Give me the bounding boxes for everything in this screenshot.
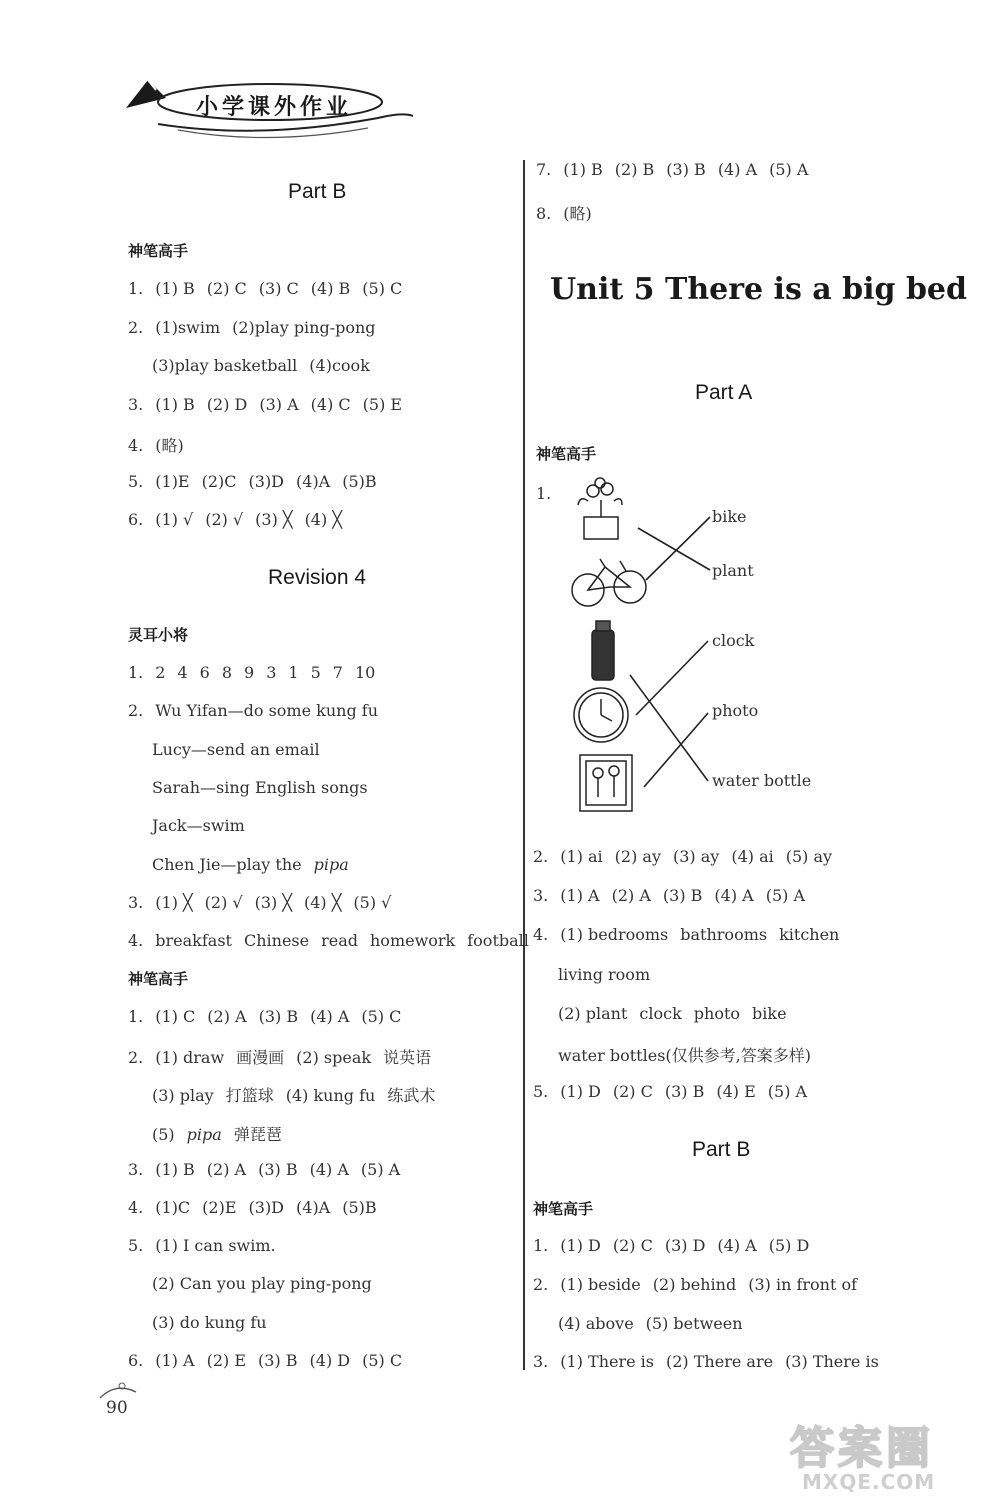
answer-token: (2) ay [614,847,661,866]
right-part-b-title: Part B [692,1138,751,1161]
answer-token: (2) √ [205,510,244,529]
answer-token: Chen Jie—play the [152,854,302,874]
answer-token: 6. [128,1350,144,1370]
answer-token: (2) plant [558,1003,628,1023]
answer-token: (4) ╳ [304,510,342,529]
answer-token: 说英语 [383,1048,432,1068]
answer-token: (5) between [645,1313,743,1333]
header-banner [118,68,418,148]
revision-writing-line [128,1045,431,1068]
answer-token: 5. [128,471,144,491]
right-top-line [536,160,808,179]
answer-token: (5)B [342,1198,377,1217]
answer-token: 8 [221,663,233,682]
right-part-b-line [558,1314,743,1333]
answer-token: (3)D [248,1198,285,1217]
answer-token: (5) A [769,160,809,179]
answer-token: (1) bedrooms [560,925,669,945]
photo-icon [580,755,632,811]
watermark-logo: 答案圈 [790,1423,934,1474]
answer-token: (2)C [201,471,237,491]
answer-token: 5. [128,1236,144,1256]
revision-writing-line [152,1313,267,1332]
answer-token: (4)cook [309,356,370,375]
answer-token: 8. [536,204,552,223]
answer-token: (4) above [558,1313,634,1333]
answer-token: 打篮球 [225,1086,274,1106]
answer-token: (4) A [309,1159,349,1179]
right-part-a-line [533,886,805,905]
answer-token: (3) B [662,886,703,906]
answer-token: (1) D [560,1082,601,1102]
answer-token: (2) C [206,279,247,298]
answer-token: (1) B [155,394,195,414]
answer-token: 练武术 [387,1086,436,1106]
answer-token: bike [752,1003,787,1023]
revision-writing-line [152,1274,372,1293]
answer-token: (3)D [248,471,285,491]
answer-token: (4) E [716,1082,756,1102]
answer-token: (3) B [258,1007,299,1026]
left-part-b-line [128,472,377,491]
answer-token: (2) C [612,1236,653,1255]
matching-question-number: 1. [536,484,552,503]
answer-token: 1. [128,1007,144,1026]
answer-token: read [321,931,358,951]
answer-token: (1) ai [560,847,603,866]
answer-token: (4) A [717,160,758,179]
answer-token: (2) √ [204,892,243,912]
answer-token: 6 [199,663,210,682]
answer-token: Jack—swim [152,816,245,836]
match-word-plant: plant [712,561,754,580]
answer-token: 4. [128,1198,144,1217]
answer-token: (2) There are [666,1352,774,1372]
answer-token: 6. [128,510,144,529]
answer-token: (5) C [361,1007,402,1026]
answer-token: (1) A [155,1350,195,1370]
revision-listening-line [152,778,368,797]
answer-token: (2) D [206,394,248,414]
revision-writing-line [128,1198,377,1217]
answer-token: (1)C [155,1198,191,1217]
answer-token: (3) B [664,1082,705,1102]
revision-listening-line [128,663,375,682]
left-part-b-line [128,279,402,298]
answer-token: (略) [563,204,592,223]
answer-token: (4)A [296,1198,331,1217]
revision-writing-line [128,1351,402,1370]
answer-token: (1) A [560,886,600,906]
left-part-b-line [128,510,342,529]
right-top-line [536,201,592,224]
match-word-clock: clock [712,631,755,650]
answer-token: (1) draw [155,1048,225,1068]
answer-token: 9 [244,663,255,682]
answer-token: (5) E [362,394,403,414]
answer-token: (4) ai [731,847,774,866]
right-part-a-title: Part A [695,381,753,404]
answer-token: (2)E [202,1198,237,1217]
answer-token: 3. [128,1159,144,1179]
answer-token: Lucy—send an email [152,739,320,759]
answer-token: (2) E [206,1350,247,1370]
right-part-b-subheading: 神笔高手 [533,1200,594,1218]
answer-token: (3)play basketball [152,356,298,375]
page-number: 90 [106,1398,128,1418]
answer-token: (2) A [611,886,651,906]
bike-icon [572,559,646,606]
left-part-b-line [128,395,402,414]
answer-token: 1. [533,1236,549,1255]
answer-token: (1) I can swim. [155,1236,276,1256]
right-part-b-line [533,1236,809,1255]
answer-token: 3. [533,1352,549,1372]
answer-token: (4) A [310,1007,350,1026]
answer-token: 4 [177,663,188,682]
left-part-b-line [128,318,376,337]
answer-token: (2)play ping-pong [232,317,376,337]
answer-token: 2 [155,663,166,682]
answer-token: 5. [533,1082,549,1102]
answer-token: (1) B [155,1159,195,1179]
plant-icon [578,478,622,539]
answer-token: 1. [128,663,144,682]
answer-token: 1. [128,279,144,298]
right-part-a-line [533,847,832,866]
answer-token: (3) D [664,1236,706,1255]
watermark [790,1412,995,1500]
answer-token: (1) There is [560,1352,654,1372]
answer-token: (3) ay [673,847,720,866]
answer-token: (5) A [767,1082,808,1102]
answer-token: (2) speak [296,1048,372,1068]
match-word-water-bottle: water bottle [712,771,812,790]
revision-listening-line [152,740,320,759]
answer-token: homework [370,931,456,951]
answer-token: (3) B [258,1350,298,1370]
revision-writing-line [128,1160,400,1179]
answer-token: (5) C [362,1350,403,1370]
answer-token: (2) A [207,1007,247,1026]
answer-token: Chinese [243,931,310,951]
answer-token: (1) D [560,1236,601,1255]
answer-token: clock [639,1003,682,1023]
right-part-b-line [533,1275,857,1294]
answer-token: (2) B [614,160,655,179]
answer-token: (3) ╳ [255,510,293,529]
answer-token: 2. [128,317,144,337]
answer-token: (1) B [155,279,195,298]
water-bottle-icon [592,621,614,680]
answer-token: (5) √ [353,892,392,912]
revision-writing-line [152,1122,282,1145]
revision-writing-line [152,1083,435,1106]
right-part-a-subheading: 神笔高手 [536,445,597,463]
answer-token: (4) kung fu [285,1086,376,1106]
answer-token: water bottles(仅供参考,答案多样) [558,1046,811,1065]
answer-token: (4) C [310,394,351,414]
answer-token: 4. [533,925,549,945]
answer-token: 2. [533,847,549,866]
answer-token: 3. [128,394,144,414]
answer-token: (5) A [360,1159,401,1179]
answer-token: (1) beside [560,1274,641,1294]
answer-token: 2. [128,701,144,721]
answer-token: bathrooms [680,925,768,945]
answer-token: (2) behind [652,1274,737,1294]
answer-token: (3) C [258,279,299,298]
right-part-a-line [533,1082,807,1101]
answer-token: 7. [536,160,552,179]
answer-token: (4) A [717,1236,757,1255]
answer-token: living room [558,964,651,984]
answer-token: (2) C [612,1082,653,1102]
matching-figure [560,475,840,825]
revision-listening-line [128,701,378,720]
right-part-a-line [558,1043,811,1066]
answer-token: (4)A [296,471,331,491]
match-word-bike: bike [712,507,747,526]
answer-token: (3) ╳ [254,892,292,912]
right-part-a-line [558,965,650,984]
answer-token: 3. [533,886,549,906]
matching-lines [630,517,710,787]
unit-title: Unit 5 There is a big bed [550,272,967,307]
answer-token: (3) play [152,1086,214,1106]
right-part-a-line [558,1004,787,1023]
answer-token: Wu Yifan—do some kung fu [155,701,379,721]
revision-listening-line [128,931,529,950]
answer-token: 4. [128,436,144,455]
revision-listening-line [152,816,245,835]
answer-token: 5 [310,663,321,682]
answer-token: (1)E [155,471,190,491]
answer-token: 2. [533,1274,549,1294]
answer-token: (5) [152,1124,175,1144]
answer-token: 3. [128,892,144,912]
answer-token: breakfast [155,931,232,951]
answer-token: (3) do kung fu [152,1312,267,1332]
answer-token: (5)B [342,471,377,491]
answer-token: (略) [155,436,184,455]
answer-token: 2. [128,1048,144,1068]
answer-token: (1) B [563,160,603,179]
answer-token: (3) B [666,160,706,179]
revision-writing-line [128,1236,276,1255]
left-part-b-subheading: 神笔高手 [128,242,189,260]
answer-token: (2) A [206,1159,247,1179]
answer-token: 画漫画 [236,1048,285,1068]
left-part-b-title: Part B [288,180,347,203]
match-word-photo: photo [712,701,759,720]
answer-token: pipa [313,854,349,874]
answer-token: (3) in front of [748,1274,858,1294]
answer-token: (2) Can you play ping-pong [152,1274,372,1294]
right-part-a-line [533,925,839,944]
header-title: 小学课外作业 [196,95,353,120]
clock-icon [574,688,628,742]
answer-token: (3) There is [785,1352,879,1372]
answer-token: 3 [266,663,277,682]
answer-token: 7 [332,663,343,682]
answer-token: 4. [128,931,144,951]
answer-token: Sarah—sing English songs [152,777,368,797]
answer-token: kitchen [779,925,840,945]
answer-token: 10 [354,663,376,682]
answer-token: (3) A [259,394,299,414]
answer-token: 1 [288,663,299,682]
answer-token: football [467,931,529,951]
revision-title: Revision 4 [268,566,367,589]
right-part-b-line [533,1352,879,1371]
answer-token: (5) A [765,886,806,906]
answer-token: (4) ╳ [304,892,342,912]
answer-token: (3) B [258,1159,298,1179]
answer-token: pipa [186,1124,222,1144]
left-part-b-line [128,433,184,456]
answer-token: (4) B [310,279,351,298]
revision-writing-line [128,1007,401,1026]
answer-token: (5) C [362,279,403,298]
answer-token: (4) A [714,886,754,906]
answer-token: (1) √ [155,510,194,529]
answer-token: (1) ╳ [155,892,193,912]
answer-token: (5) ay [785,847,833,866]
left-part-b-line [152,356,370,375]
revision-listening-line [152,855,349,874]
answer-token: (5) D [768,1236,810,1255]
revision-subheading-writing: 神笔高手 [128,970,189,988]
answer-token: photo [693,1003,741,1023]
revision-subheading-listening: 灵耳小将 [128,626,189,644]
column-divider [523,160,525,1370]
revision-listening-line [128,893,391,912]
watermark-url: MXQE.COM [802,1470,936,1494]
answer-token: (1) C [155,1007,196,1026]
answer-token: (1)swim [155,317,221,337]
answer-token: 弹琵琶 [233,1124,282,1144]
answer-token: (4) D [309,1350,351,1370]
